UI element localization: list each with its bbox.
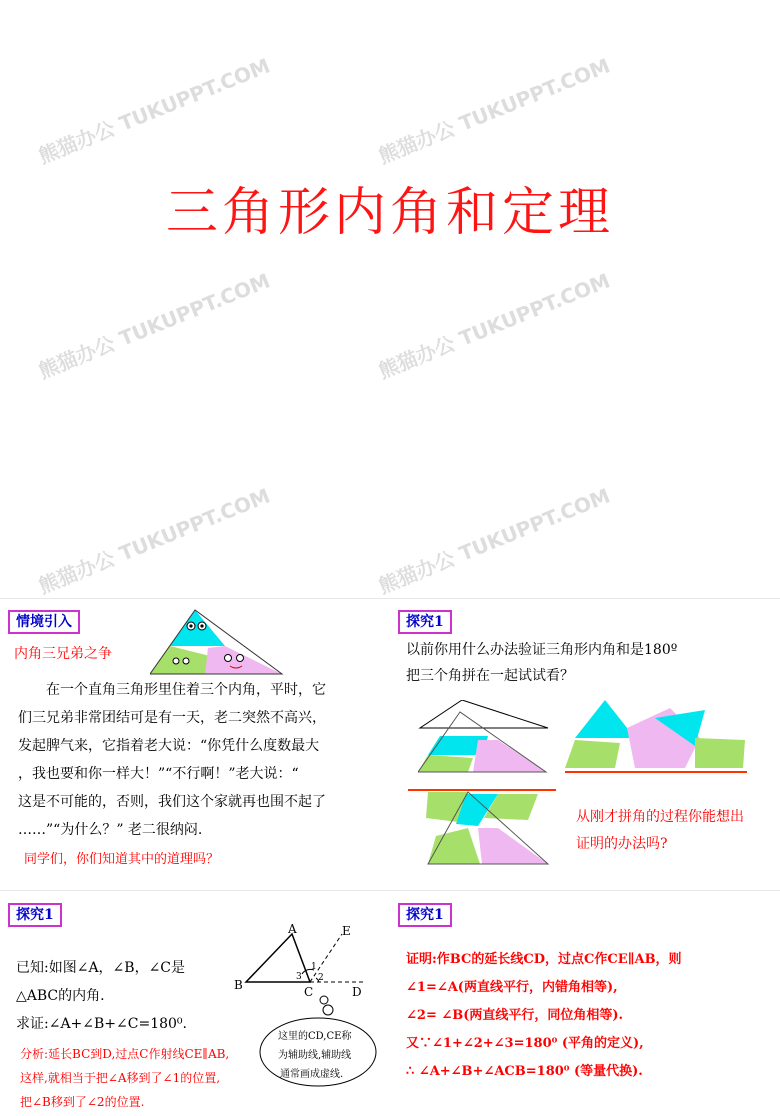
watermark: 熊猫办公 TUKUPPT.COM — [375, 53, 614, 169]
watermark: 熊猫办公 TUKUPPT.COM — [35, 483, 274, 599]
watermark: 熊猫办公 TUKUPPT.COM — [375, 483, 614, 599]
label-c: C — [304, 985, 314, 999]
slide1-subtitle: 内角三兄弟之争 — [14, 646, 112, 662]
slide1-tag: 情境引入 — [8, 610, 80, 634]
slide2-line2: 把三个角拼在一起试试看？ — [406, 668, 574, 684]
bubble-line: 通常画成虚线. — [280, 1069, 344, 1080]
proof-line: ∠1=∠A(两直线平行，内错角相等), — [406, 980, 618, 995]
slide3-given-line1: 已知:如图∠A，∠B，∠C是 — [16, 960, 186, 976]
slide3-analysis-line: 这样,就相当于把∠A移到了∠1的位置, — [20, 1071, 221, 1085]
slide3-prove: 求证:∠A+∠B+∠C=180⁰. — [16, 1016, 187, 1032]
slide1-question: 同学们，你们知道其中的道理吗？ — [24, 852, 220, 867]
cut-triangle-figure — [418, 700, 558, 775]
slide3-analysis-line: 分析:延长BC到D,过点C作射线CE∥AB, — [20, 1047, 230, 1061]
slide3-analysis-line: 把∠B移到了∠2的位置. — [20, 1095, 145, 1109]
label-angle-3: 3 — [296, 972, 302, 982]
rearranged-angles-figure — [565, 698, 750, 776]
label-d: D — [352, 985, 362, 999]
proof-line: ∠2= ∠B(两直线平行，同位角相等). — [406, 1008, 624, 1023]
slide-divider — [0, 598, 780, 599]
bubble-line: 这里的CD,CE称 — [278, 1031, 352, 1042]
watermark: 熊猫办公 TUKUPPT.COM — [35, 53, 274, 169]
slide2-tag: 探究1 — [398, 610, 452, 634]
slide1-story-line: 这是不可能的，否则，我们这个家就再也围不起了 — [18, 794, 326, 810]
watermark: 熊猫办公 TUKUPPT.COM — [35, 268, 274, 384]
label-b: B — [234, 978, 243, 992]
slide3-tag: 探究1 — [8, 903, 62, 927]
cover-title: 三角形内角和定理 — [165, 183, 614, 243]
proof-line: 证明:作BC的延长线CD，过点C作CE∥AB，则 — [406, 952, 682, 967]
proof-line: ∴ ∠A+∠B+∠ACB=180⁰ (等量代换). — [406, 1064, 643, 1079]
slide1-story-line: 们三兄弟非常团结可是有一天，老二突然不高兴， — [18, 710, 326, 726]
slide1-story-line: 在一个直角三角形里住着三个内角，平时，它 — [46, 682, 326, 698]
watermark: 熊猫办公 TUKUPPT.COM — [375, 268, 614, 384]
triangle-brothers-illustration — [150, 606, 285, 678]
proof-line: 又∵∠1+∠2+∠3=180⁰ (平角的定义), — [406, 1036, 644, 1051]
label-a: A — [288, 922, 297, 936]
slide-divider — [0, 890, 780, 891]
label-angle-2: 2 — [318, 973, 324, 983]
slide2-prompt-line2: 证明的办法吗? — [576, 836, 668, 852]
slide1-story-line: 发起脾气来，它指着老大说：“你凭什么度数最大 — [18, 738, 320, 754]
bubble-line: 为辅助线,辅助线 — [278, 1050, 352, 1061]
slide1-story-line: ，我也要和你一样大！”“不行啊！”老大说：“ — [18, 766, 299, 782]
label-angle-1: 1 — [311, 962, 317, 972]
slide2-line1: 以前你用什么办法验证三角形内角和是180º — [406, 642, 678, 658]
slide3-given-line2: △ABC的内角. — [16, 988, 105, 1004]
slide4-tag: 探究1 — [398, 903, 452, 927]
proof-idea-figure — [408, 784, 558, 868]
label-e: E — [342, 924, 351, 938]
slide1-story-line: ……”“为什么？” 老二很纳闷. — [18, 822, 203, 838]
slide2-prompt-line1: 从刚才拼角的过程你能想出 — [576, 809, 744, 825]
